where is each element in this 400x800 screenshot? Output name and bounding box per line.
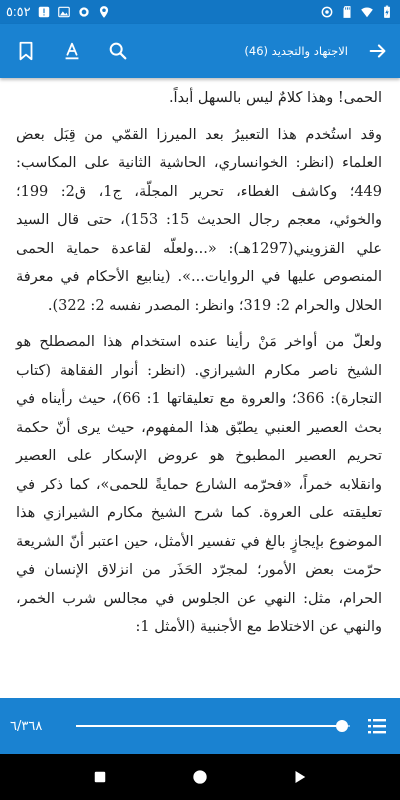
- page-slider[interactable]: [72, 716, 354, 736]
- reader-bar: [0, 698, 400, 754]
- brightness-icon: [77, 5, 91, 19]
- status-right-group: [320, 5, 394, 19]
- alert-icon: [37, 5, 51, 19]
- text-format-icon[interactable]: [60, 39, 84, 63]
- location-icon: [97, 5, 111, 19]
- image-icon: [57, 5, 71, 19]
- app-bar-actions: [10, 39, 130, 63]
- app-bar-title-group: [244, 39, 390, 63]
- sd-card-icon: [340, 5, 354, 19]
- bookmark-icon[interactable]: [14, 39, 38, 63]
- search-icon[interactable]: [106, 39, 130, 63]
- list-icon[interactable]: [364, 713, 390, 739]
- slider-fill: [76, 725, 342, 727]
- system-nav-bar: [0, 754, 400, 800]
- battery-icon: [380, 5, 394, 19]
- status-bar: [0, 0, 400, 24]
- paragraph: الحمى! وهذا كلامٌ ليس بالسهل أبداً.: [168, 90, 382, 106]
- wifi-icon: [360, 5, 374, 19]
- slider-thumb[interactable]: [336, 720, 348, 732]
- page-indicator: ٦/٣٦٨: [10, 718, 43, 734]
- back-icon[interactable]: [286, 763, 314, 791]
- app-bar: [0, 24, 400, 78]
- paragraph: وقد استُخدم هذا التعبيرُ بعد الميرزا القمّي من قِبَل بعض العلماء (انظر: الخوانساري، الحاشية الثانية على المكاسب: 449؛ وكاشف الغطاء، تحرير المجلّة، ج1، ق2: 199؛ والخوئي، معجم رجال الحديث 15: 153)، حتى قال السيد علي القزويني(1297هـ): «...ولعلّه لقاعدة حماية الحمى المنصوص عليها في الروايات...». (ينابيع الأحكام في معرفة الحلال والحرام 2: 319؛ وانظر: المصدر نفسه 2: 322).: [16, 126, 383, 314]
- paragraph: ولعلّ من أواخر مَنْ رأينا عنده استخدام هذا المصطلح هو الشيخ ناصر مكارم الشيرازي. (انظر: أنوار الفقاهة (كتاب التجارة): 366؛ والعروة مع تعليقاتها 1: 66)، حيث رأيناه في بحث العصير العنبي يطبّق هذا المفهوم، حيث يرى أنّ حكمة تحريم العصير المطبوخ هو عروض الإسكار على العصير وانقلابه خمراً، «فحرّمه الشارع حمايةً للحمى»، كما ذكر في تعليقته على العروة. كما شرح الشيخ مكارم الشيرازي هذا الموضوع بإيجازٍ بالغ في تفسير الأمثل، حين اعتبر أنّ الشريعة حرّمت بعض الأمور؛ لمجرّد الحَذَر من انزلاق الإنسان في الحرام، مثل: النهي عن الجلوس في مجالس شرب الخمر، والنهي عن الاختلاط مع الأجنبية (الأمثل 1:: [16, 334, 383, 635]
- home-icon[interactable]: [186, 763, 214, 791]
- sync-icon: [320, 5, 334, 19]
- arrow-forward-icon[interactable]: [366, 39, 390, 63]
- reading-content[interactable]: [0, 78, 400, 698]
- status-left-group: [6, 4, 111, 20]
- book-title: الاجتهاد والتجديد (46): [244, 44, 348, 58]
- recents-icon[interactable]: [86, 763, 114, 791]
- status-time: ٥:٥٢: [6, 4, 31, 19]
